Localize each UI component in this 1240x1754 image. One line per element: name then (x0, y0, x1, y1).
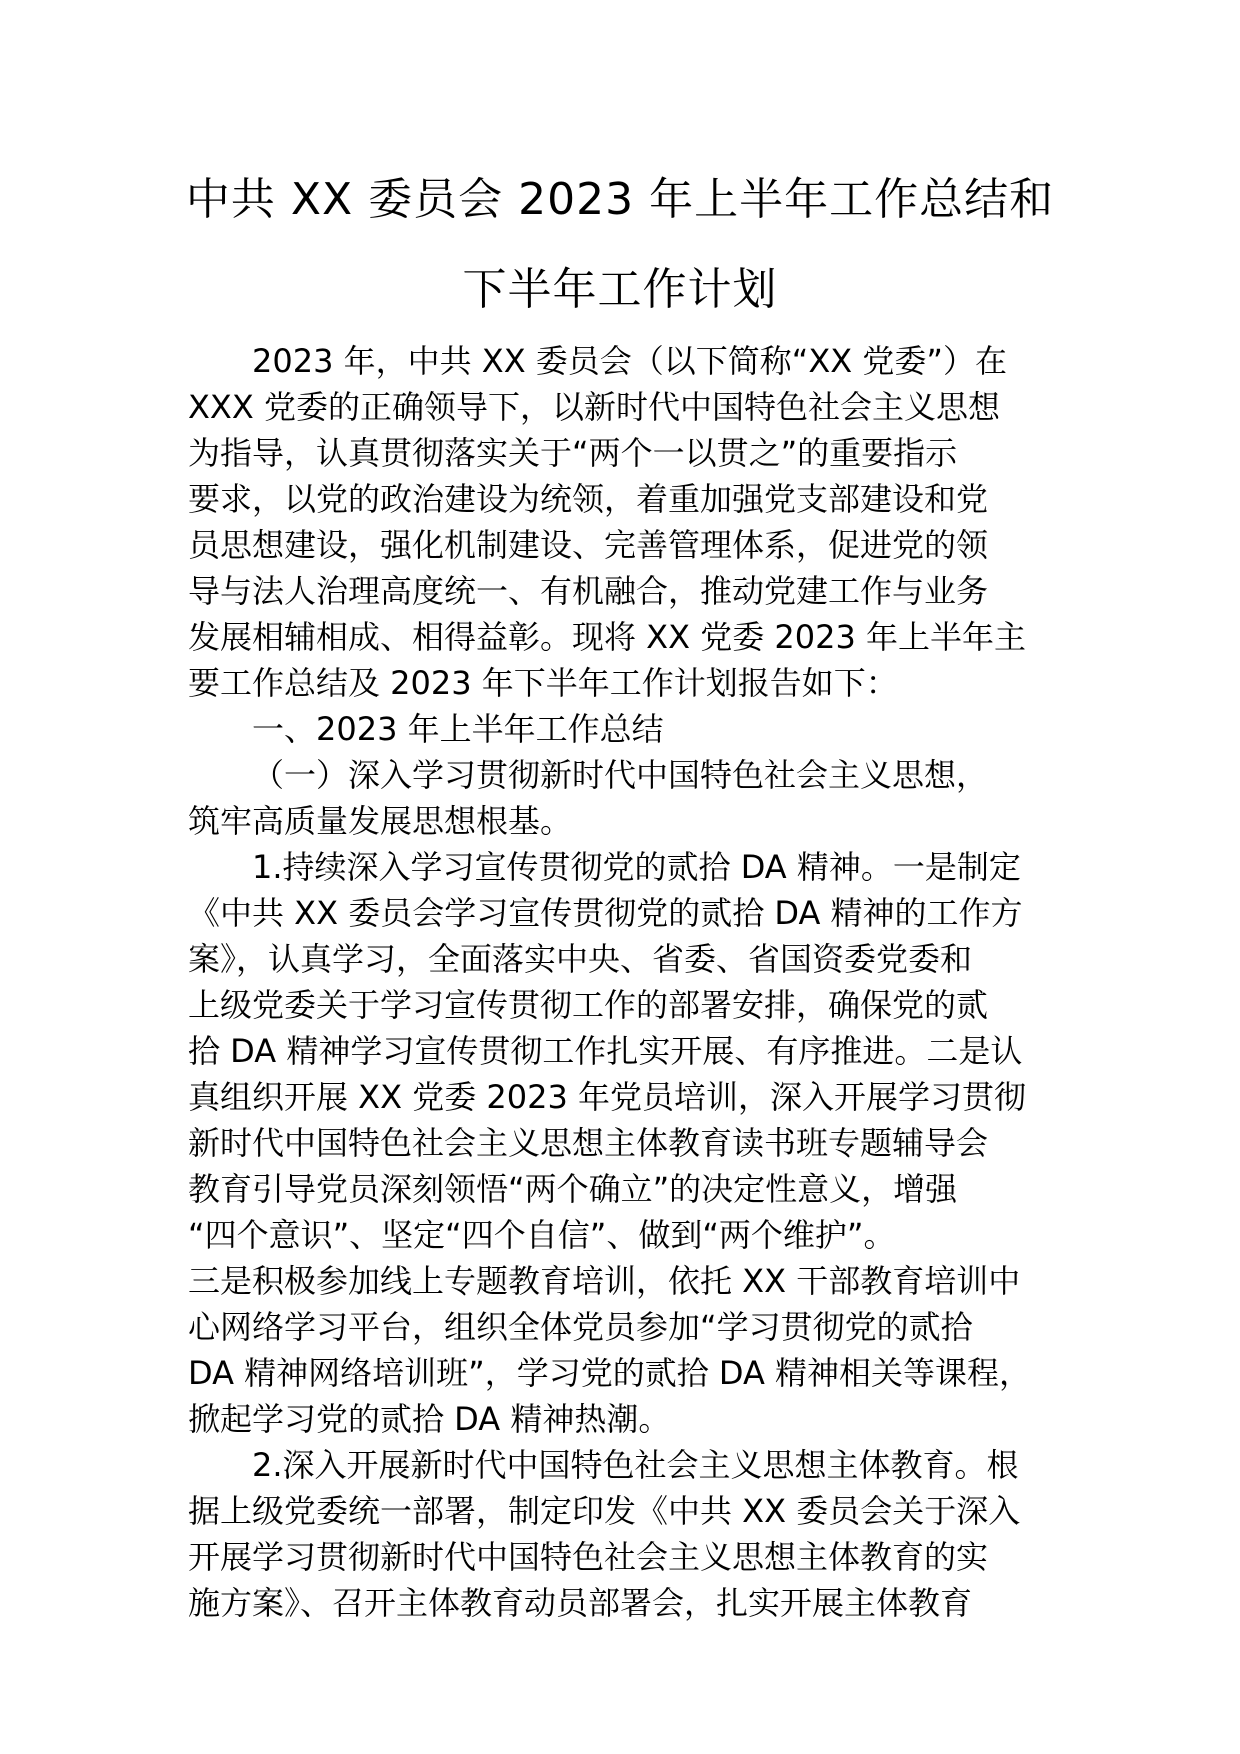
paragraph-line: 上级党委关于学习宣传贯彻工作的部署安排，确保党的贰 (188, 986, 989, 1024)
subsection-heading-line: （一）深入学习贯彻新时代中国特色社会主义思想， (252, 756, 989, 794)
paragraph-line: XXX 党委的正确领导下，以新时代中国特色社会主义思想 (188, 388, 1000, 426)
paragraph-line: 2023 年，中共 XX 委员会（以下简称“XX 党委”）在 (252, 342, 1007, 380)
paragraph-line: 发展相辅相成、相得益彰。现将 XX 党委 2023 年上半年主 (188, 618, 1026, 656)
paragraph-line: DA 精神网络培训班”，学习党的贰拾 DA 精神相关等课程， (188, 1354, 1032, 1392)
paragraph-line: “四个意识”、坚定“四个自信”、做到“两个维护”。 (188, 1216, 896, 1254)
paragraph-line: 真组织开展 XX 党委 2023 年党员培训，深入开展学习贯彻 (188, 1078, 1026, 1116)
paragraph-line: 开展学习贯彻新时代中国特色社会主义思想主体教育的实 (188, 1538, 989, 1576)
subsection-heading-line: 筑牢高质量发展思想根基。 (188, 802, 573, 840)
paragraph-line: 据上级党委统一部署，制定印发《中共 XX 委员会关于深入 (188, 1492, 1021, 1530)
paragraph-line: 要工作总结及 2023 年下半年工作计划报告如下： (188, 664, 898, 702)
section-heading: 一、2023 年上半年工作总结 (252, 710, 664, 748)
paragraph-line: 《中共 XX 委员会学习宣传贯彻党的贰拾 DA 精神的工作方 (188, 894, 1023, 932)
paragraph-line: 导与法人治理高度统一、有机融合，推动党建工作与业务 (188, 572, 989, 610)
paragraph-line: 掀起学习党的贰拾 DA 精神热潮。 (188, 1400, 671, 1438)
paragraph-line: 新时代中国特色社会主义思想主体教育读书班专题辅导会 (188, 1124, 989, 1162)
paragraph-line: 要求，以党的政治建设为统领，着重加强党支部建设和党 (188, 480, 989, 518)
document-title-line-2: 下半年工作计划 (462, 264, 778, 315)
paragraph-line: 2.深入开展新时代中国特色社会主义思想主体教育。根 (252, 1446, 1019, 1484)
paragraph-line: 施方案》、召开主体教育动员部署会，扎实开展主体教育 (188, 1584, 973, 1622)
paragraph-line: 心网络学习平台，组织全体党员参加“学习贯彻党的贰拾 (188, 1308, 973, 1346)
paragraph-line: 员思想建设，强化机制建设、完善管理体系，促进党的领 (188, 526, 989, 564)
paragraph-line: 为指导，认真贯彻落实关于“两个一以贯之”的重要指示 (188, 434, 958, 472)
document-body (188, 338, 1068, 1626)
paragraph-line: 三是积极参加线上专题教育培训，依托 XX 干部教育培训中 (188, 1262, 1021, 1300)
paragraph-line: 拾 DA 精神学习宣传贯彻工作扎实开展、有序推进。二是认 (188, 1032, 1023, 1070)
document-title-line-1: 中共 XX 委员会 2023 年上半年工作总结和 (185, 174, 1055, 225)
paragraph-line: 案》，认真学习，全面落实中央、省委、省国资委党委和 (188, 940, 973, 978)
paragraph-line: 1.持续深入学习宣传贯彻党的贰拾 DA 精神。一是制定 (252, 848, 1021, 886)
paragraph-line: 教育引导党员深刻领悟“两个确立”的决定性意义，增强 (188, 1170, 958, 1208)
